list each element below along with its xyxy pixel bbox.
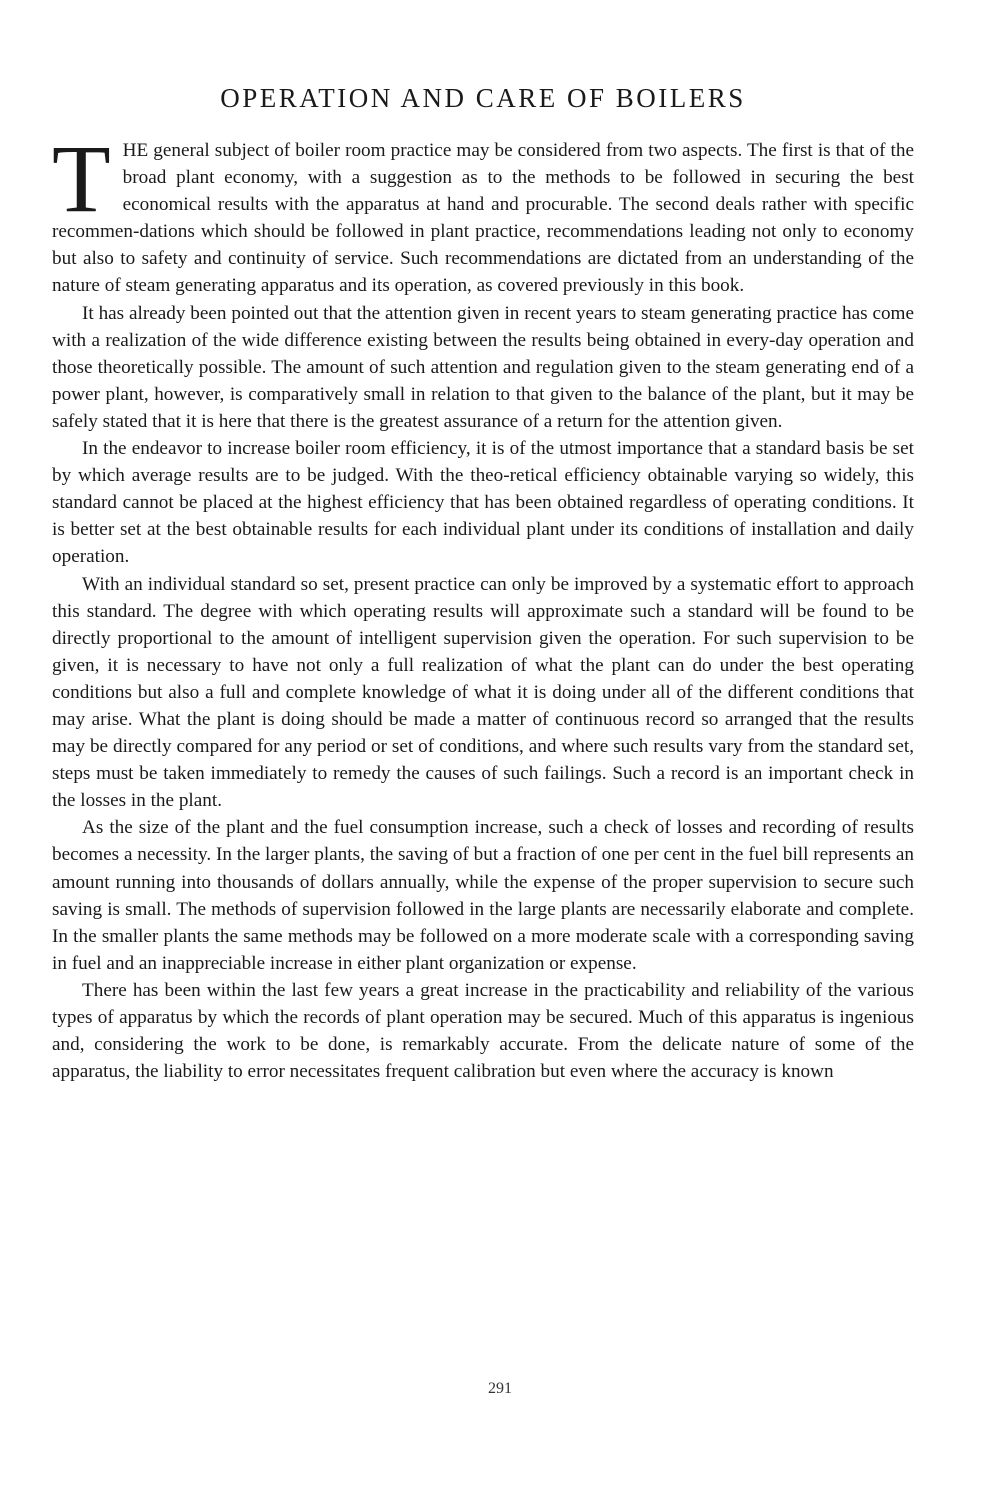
first-paragraph: [52, 125, 914, 300]
page-title: OPERATION AND CARE OF BOILERS: [220, 83, 746, 113]
first-paragraph-text: HE general subject of boiler room practice may be considered from two aspects. The first is that of the broad plant economy, with a suggestion as to the methods to be followed in securing the best economical results with the apparatus at hand and procurable. The second deals rather with specific recommen-dations which should be followed in plant practice, recommendations leading not only to economy but also to safety and continuity of service. Such recommendations are dictated from an understanding of the nature of steam generating apparatus and its operation, as covered previously in this book.: [52, 140, 914, 297]
paragraph: As the size of the plant and the fuel consumption increase, such a check of losses and recording of results becomes a necessity. In the larger plants, the saving of but a fraction of one per cent in the fuel bill represents an amount running into thousands of dollars annually, while the expense of the proper supervision to secure such saving is small. The methods of supervision followed in the large plants are necessarily elaborate and complete. In the smaller plants the same methods may be followed on a more moderate scale with a corresponding saving in fuel and an inappreciable increase in either plant organization or expense.: [52, 817, 914, 974]
page-number: 291: [488, 1380, 512, 1397]
paragraph: In the endeavor to increase boiler room efficiency, it is of the utmost importance that a standard basis be set by which average results are to be judged. With the theo-retical efficiency obtainable varying so widely, this standard cannot be placed at the highest efficiency that has been obtained regardless of operating conditions. It is better set at the best obtainable results for each individual plant under its conditions of installation and daily operation.: [52, 438, 914, 568]
paragraph: With an individual standard so set, present practice can only be improved by a systematic effort to approach this standard. The degree with which operating results will approximate such a standard will be found to be directly proportional to the amount of intelligent supervision given the operation. For such supervision to be given, it is necessary to have not only a full realization of what the plant can do under the best operating conditions but also a full and complete knowledge of what it is doing under all of the different conditions that may arise. What the plant is doing should be made a matter of continuous record so arranged that the results may be directly compared for any period or set of conditions, and where such results vary from the standard set, steps must be taken immediately to remedy the causes of such failings. Such a record is an important check in the losses in the plant.: [52, 573, 914, 812]
page: [52, 78, 914, 1085]
paragraph: It has already been pointed out that the attention given in recent years to steam generating practice has come with a realization of the wide difference existing between the results being obtained in every-day operation and those theoretically possible. The amount of such attention and regulation given to the steam generating end of a power plant, however, is comparatively small in relation to that given to the balance of the plant, but it may be safely stated that it is here that there is the greatest assurance of a return for the attention given.: [52, 302, 914, 432]
paragraph: There has been within the last few years a great increase in the practicability and reliability of the various types of apparatus by which the records of plant operation may be secured. Much of this apparatus is ingenious and, considering the work to be done, is remarkably accurate. From the delicate nature of some of the apparatus, the liability to error necessitates frequent calibration but even where the accuracy is known: [52, 979, 914, 1083]
drop-cap: T: [52, 125, 111, 232]
